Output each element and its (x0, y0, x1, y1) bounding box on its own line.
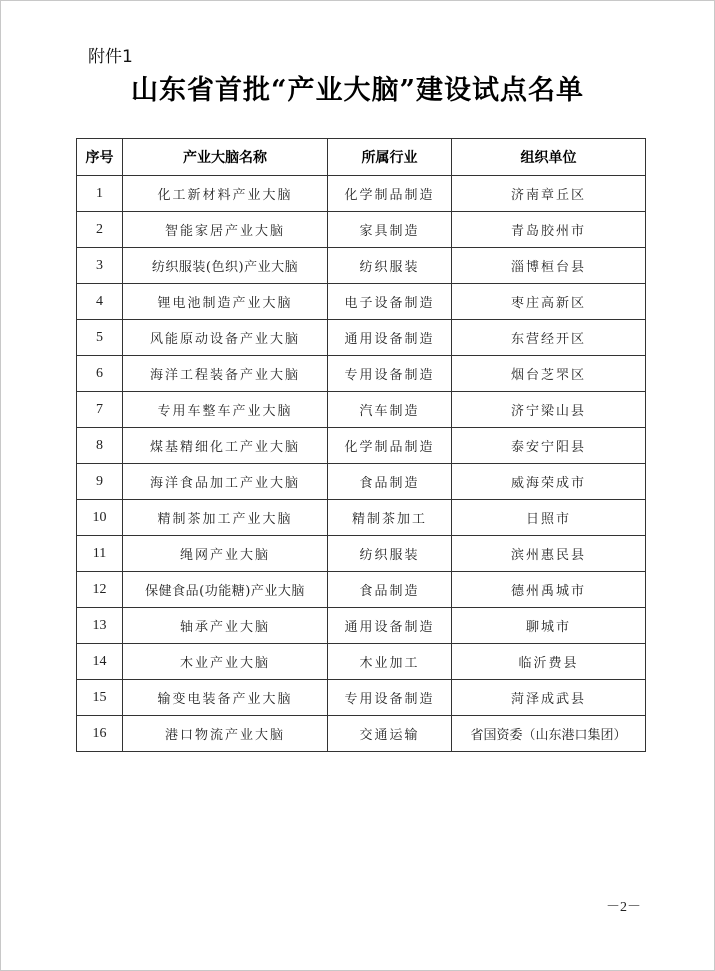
table-row (77, 284, 646, 320)
row-industry: 电子设备制造 (328, 284, 452, 320)
row-brain-name: 专用车整车产业大脑 (123, 392, 328, 428)
row-brain-name: 木业产业大脑 (123, 644, 328, 680)
table-row (77, 500, 646, 536)
table-row (77, 716, 646, 752)
row-organization: 济宁梁山县 (452, 392, 646, 428)
row-organization: 聊城市 (452, 608, 646, 644)
row-number: 12 (77, 572, 123, 608)
table-row (77, 644, 646, 680)
table-row (77, 608, 646, 644)
table-row (77, 212, 646, 248)
row-brain-name: 风能原动设备产业大脑 (123, 320, 328, 356)
table-row (77, 356, 646, 392)
table-row (77, 680, 646, 716)
row-industry: 木业加工 (328, 644, 452, 680)
table-row (77, 536, 646, 572)
row-number: 13 (77, 608, 123, 644)
row-brain-name: 轴承产业大脑 (123, 608, 328, 644)
pilot-list-table (76, 138, 646, 752)
table-row (77, 572, 646, 608)
row-number: 14 (77, 644, 123, 680)
row-brain-name: 输变电装备产业大脑 (123, 680, 328, 716)
row-number: 4 (77, 284, 123, 320)
row-brain-name: 绳网产业大脑 (123, 536, 328, 572)
row-organization: 日照市 (452, 500, 646, 536)
row-organization: 泰安宁阳县 (452, 428, 646, 464)
row-industry: 化学制品制造 (328, 428, 452, 464)
row-organization: 菏泽成武县 (452, 680, 646, 716)
row-brain-name: 海洋食品加工产业大脑 (123, 464, 328, 500)
row-number: 10 (77, 500, 123, 536)
attachment-label: 附件1 (88, 47, 133, 67)
row-organization: 威海荣成市 (452, 464, 646, 500)
row-organization: 枣庄高新区 (452, 284, 646, 320)
row-number: 6 (77, 356, 123, 392)
header-organization: 组织单位 (452, 139, 646, 176)
row-industry: 通用设备制造 (328, 608, 452, 644)
row-brain-name: 港口物流产业大脑 (123, 716, 328, 752)
row-organization: 东营经开区 (452, 320, 646, 356)
row-organization: 德州禹城市 (452, 572, 646, 608)
row-number: 3 (77, 248, 123, 284)
row-number: 8 (77, 428, 123, 464)
page-number: －2－ (606, 900, 641, 915)
row-number: 2 (77, 212, 123, 248)
row-industry: 化学制品制造 (328, 176, 452, 212)
row-number: 15 (77, 680, 123, 716)
row-number: 11 (77, 536, 123, 572)
row-organization: 烟台芝罘区 (452, 356, 646, 392)
row-organization: 临沂费县 (452, 644, 646, 680)
row-industry: 家具制造 (328, 212, 452, 248)
header-number: 序号 (77, 139, 123, 176)
table-header-row (77, 139, 646, 176)
row-number: 1 (77, 176, 123, 212)
row-brain-name: 精制茶加工产业大脑 (123, 500, 328, 536)
header-name: 产业大脑名称 (123, 139, 328, 176)
row-industry: 专用设备制造 (328, 680, 452, 716)
table-row (77, 320, 646, 356)
row-organization: 省国资委（山东港口集团） (452, 716, 646, 752)
row-brain-name: 煤基精细化工产业大脑 (123, 428, 328, 464)
row-industry: 纺织服装 (328, 248, 452, 284)
header-industry: 所属行业 (328, 139, 452, 176)
row-number: 7 (77, 392, 123, 428)
document-title: 山东省首批“产业大脑”建设试点名单 (130, 75, 585, 106)
row-organization: 济南章丘区 (452, 176, 646, 212)
row-number: 16 (77, 716, 123, 752)
row-organization: 淄博桓台县 (452, 248, 646, 284)
row-brain-name: 纺织服装(色织)产业大脑 (123, 248, 328, 284)
row-organization: 青岛胶州市 (452, 212, 646, 248)
row-industry: 通用设备制造 (328, 320, 452, 356)
table-row (77, 464, 646, 500)
row-industry: 专用设备制造 (328, 356, 452, 392)
table-row (77, 176, 646, 212)
row-brain-name: 保健食品(功能糖)产业大脑 (123, 572, 328, 608)
row-brain-name: 智能家居产业大脑 (123, 212, 328, 248)
row-brain-name: 化工新材料产业大脑 (123, 176, 328, 212)
row-industry: 汽车制造 (328, 392, 452, 428)
row-industry: 精制茶加工 (328, 500, 452, 536)
row-brain-name: 海洋工程装备产业大脑 (123, 356, 328, 392)
table-row (77, 248, 646, 284)
row-industry: 食品制造 (328, 572, 452, 608)
row-organization: 滨州惠民县 (452, 536, 646, 572)
row-industry: 交通运输 (328, 716, 452, 752)
row-number: 5 (77, 320, 123, 356)
table-row (77, 392, 646, 428)
table-row (77, 428, 646, 464)
row-number: 9 (77, 464, 123, 500)
row-industry: 食品制造 (328, 464, 452, 500)
row-industry: 纺织服装 (328, 536, 452, 572)
row-brain-name: 锂电池制造产业大脑 (123, 284, 328, 320)
